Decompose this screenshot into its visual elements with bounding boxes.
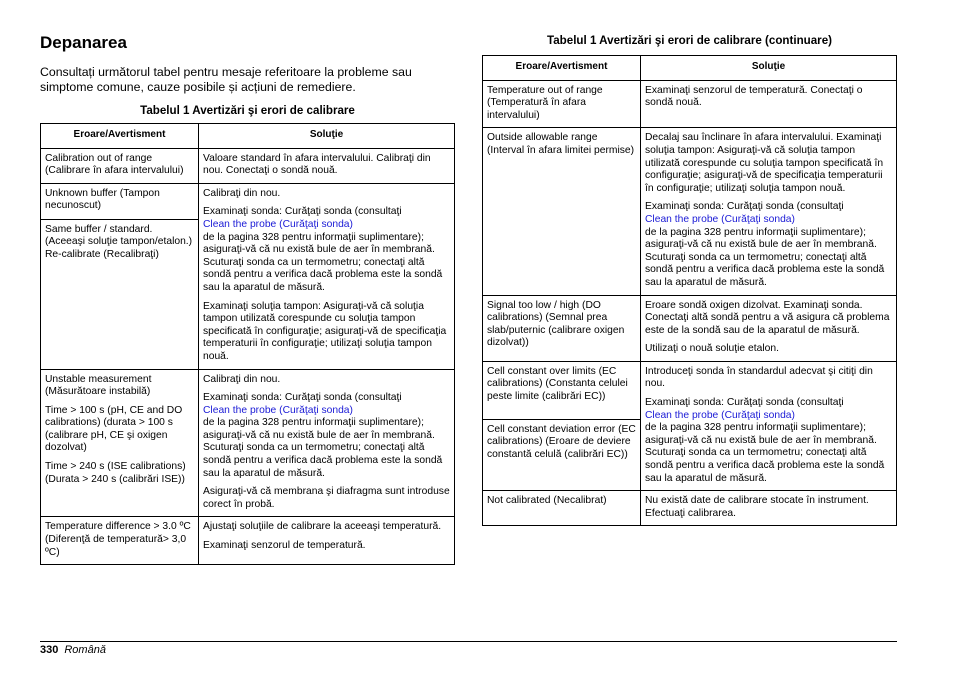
solution-text: Examinaţi senzorul de temperatură.: [203, 540, 366, 552]
calibration-table-continued: [482, 55, 897, 526]
clean-probe-link[interactable]: Clean the probe (Curăţaţi sonda): [203, 218, 353, 230]
error-cell: Unknown buffer (Tampon necunoscut): [41, 183, 199, 219]
solution-text: de la pagina 328 pentru informaţii suplimentare); asiguraţi-vă că nu există bule de aer în membrană. Scuturaţi sonda ca un termometru; conectaţi altă sondă pentru a verifica dacă problema este la sondă sau la aparatul de măsură.: [203, 231, 443, 293]
table-row: [41, 517, 455, 565]
table-row: [483, 491, 897, 526]
error-cell: Outside allowable range (Interval în afara limitei permise): [483, 128, 641, 295]
solution-text: Asiguraţi-vă că membrana şi diafragma sunt introduse corect în probă.: [203, 486, 450, 510]
solution-cell: [199, 183, 455, 369]
header-solution: Soluţie: [199, 124, 455, 149]
solution-text: Examinaţi sonda: Curăţaţi sonda (consultaţi: [645, 201, 844, 213]
table-caption-continued: Tabelul 1 Avertizări şi erori de calibrare (continuare): [547, 34, 832, 47]
solution-cell: [199, 517, 455, 565]
error-text: Time > 240 s (ISE calibrations) (Durata > 240 s (calibrări ISE)): [45, 461, 186, 485]
solution-text: Examinaţi sonda: Curăţaţi sonda (consultaţi: [645, 397, 844, 409]
solution-text: [203, 392, 450, 480]
table-row: [483, 80, 897, 128]
solution-text: Examinaţi sonda: Curăţaţi sonda (consultaţi: [203, 206, 402, 218]
solution-text: Calibraţi din nou.: [203, 373, 281, 385]
table-header-row: [483, 56, 897, 81]
clean-probe-link[interactable]: Clean the probe (Curăţaţi sonda): [645, 409, 795, 421]
solution-text: Eroare sondă oxigen dizolvat. Examinaţi sonda. Conectaţi altă sondă pentru a vă asigura că problema este de la sondă sau de la aparatul de măsură.: [645, 299, 890, 336]
solution-text: Valoare standard în afara intervalului. Calibraţi din nou. Conectaţi o sondă nouă.: [203, 152, 431, 177]
solution-text: Decalaj sau înclinare în afara intervalului. Examinaţi soluţia tampon: Asiguraţi-vă că soluţia tampon utilizată corespunde cu soluţia tampon specificată în configuraţie; asiguraţi-vă de specificaţia temperaturii în configuraţie; utilizaţi soluţia tampon nouă.: [645, 132, 884, 194]
error-cell: Signal too low / high (DO calibrations) (Semnal prea slab/puternic (calibrare oxigen dizolvat)): [483, 295, 641, 361]
solution-cell: [641, 361, 897, 490]
table-row: [483, 128, 897, 295]
error-cell: Same buffer / standard. (Aceeaşi soluţie tampon/etalon.) Re-calibrate (Recalibraţi): [41, 219, 199, 369]
clean-probe-link[interactable]: Clean the probe (Curăţaţi sonda): [203, 404, 353, 416]
page-footer: [40, 644, 106, 656]
error-cell: Calibration out of range (Calibrare în afara intervalului): [41, 148, 199, 183]
solution-text: de la pagina 328 pentru informaţii suplimentare); asiguraţi-vă că nu există bule de aer în membrană. Scuturaţi sonda ca un termometru; conectaţi altă sondă pentru a verifica dacă problema este la sondă sau la aparatul de măsură.: [203, 417, 443, 479]
error-cell: Not calibrated (Necalibrat): [483, 491, 641, 526]
left-column: [40, 30, 455, 565]
error-cell: Temperature difference > 3.0 ºC (Diferenţă de temperatură> 3,0 ºC): [41, 517, 199, 565]
solution-cell: [641, 295, 897, 361]
solution-text: Examinaţi sonda: Curăţaţi sonda (consultaţi: [203, 392, 402, 404]
error-cell: Temperature out of range (Temperatură în afara intervalului): [483, 80, 641, 128]
clean-probe-link[interactable]: Clean the probe (Curăţaţi sonda): [645, 213, 795, 225]
table-header-row: [41, 124, 455, 149]
solution-text: de la pagina 328 pentru informaţii suplimentare); asiguraţi-vă că nu există bule de aer în membrană. Scuturaţi sonda ca un termometru; conectaţi altă sondă pentru a verifica dacă problema este la sondă sau la aparatul de măsură.: [645, 422, 885, 484]
solution-text: Calibraţi din nou.: [203, 187, 281, 199]
header-error: Eroare/Avertisment: [483, 56, 641, 81]
header-error: Eroare/Avertisment: [41, 124, 199, 149]
solution-cell: [641, 80, 897, 128]
table-row: [483, 295, 897, 361]
error-text: Unstable measurement (Măsurătoare instabilă): [45, 373, 152, 398]
table-row: [41, 369, 455, 517]
solution-text: Ajustaţi soluţiile de calibrare la aceeaşi temperatură.: [203, 521, 442, 533]
solution-text: Nu există date de calibrare stocate în instrument. Efectuaţi calibrarea.: [645, 495, 869, 519]
intro-paragraph: Consultați următorul tabel pentru mesaje referitoare la probleme sau simptome comune, cauze posibile și acțiuni de remediere.: [40, 65, 412, 94]
solution-text: Introduceţi sonda în standardul adecvat şi citiţi din nou.: [645, 365, 873, 390]
solution-text: [645, 397, 892, 485]
solution-text: Utilizaţi o nouă soluţie etalon.: [645, 343, 779, 355]
table-row: [41, 183, 455, 219]
error-cell: Cell constant deviation error (EC calibrations) (Eroare de deviere constantă celulă (calibrări EC)): [483, 419, 641, 490]
solution-cell: [199, 148, 455, 183]
footer-divider: [40, 641, 897, 642]
solution-text: de la pagina 328 pentru informaţii suplimentare); asiguraţi-vă că nu există bule de aer în membrană. Scuturaţi sonda ca un termometru; conectaţi altă sondă pentru a verifica dacă problema este la sondă sau la aparatul de măsură.: [645, 226, 885, 288]
footer-language: Română: [64, 644, 106, 656]
solution-text: Examinaţi soluţia tampon: Asiguraţi-vă că soluţia tampon utilizată corespunde cu soluţia tampon specificată în configuraţie; asiguraţi-vă de specificaţia temperaturii în configuraţie; utilizaţi soluţia tampon nouă.: [203, 300, 447, 362]
table-row: [41, 148, 455, 183]
header-solution: Soluţie: [641, 56, 897, 81]
calibration-table: [40, 123, 455, 565]
page-title: Depanarea: [40, 33, 127, 52]
table-row: [483, 361, 897, 419]
solution-text: Examinaţi senzorul de temperatură. Conectaţi o sondă nouă.: [645, 84, 863, 109]
solution-cell: [641, 491, 897, 526]
solution-text: [645, 201, 892, 289]
solution-cell: [199, 369, 455, 517]
error-text: Time > 100 s (pH, CE and DO calibrations) (durata > 100 s (calibrare pH, CE şi oxigen dozolvat): [45, 404, 183, 454]
solution-text: [203, 206, 450, 294]
page-number: 330: [40, 644, 59, 656]
error-cell: Cell constant over limits (EC calibrations) (Constanta celulei peste limite (calibrări EC)): [483, 361, 641, 419]
error-cell: [41, 369, 199, 517]
table-caption: Tabelul 1 Avertizări şi erori de calibrare: [140, 104, 355, 117]
right-column: [482, 30, 897, 526]
solution-cell: [641, 128, 897, 295]
